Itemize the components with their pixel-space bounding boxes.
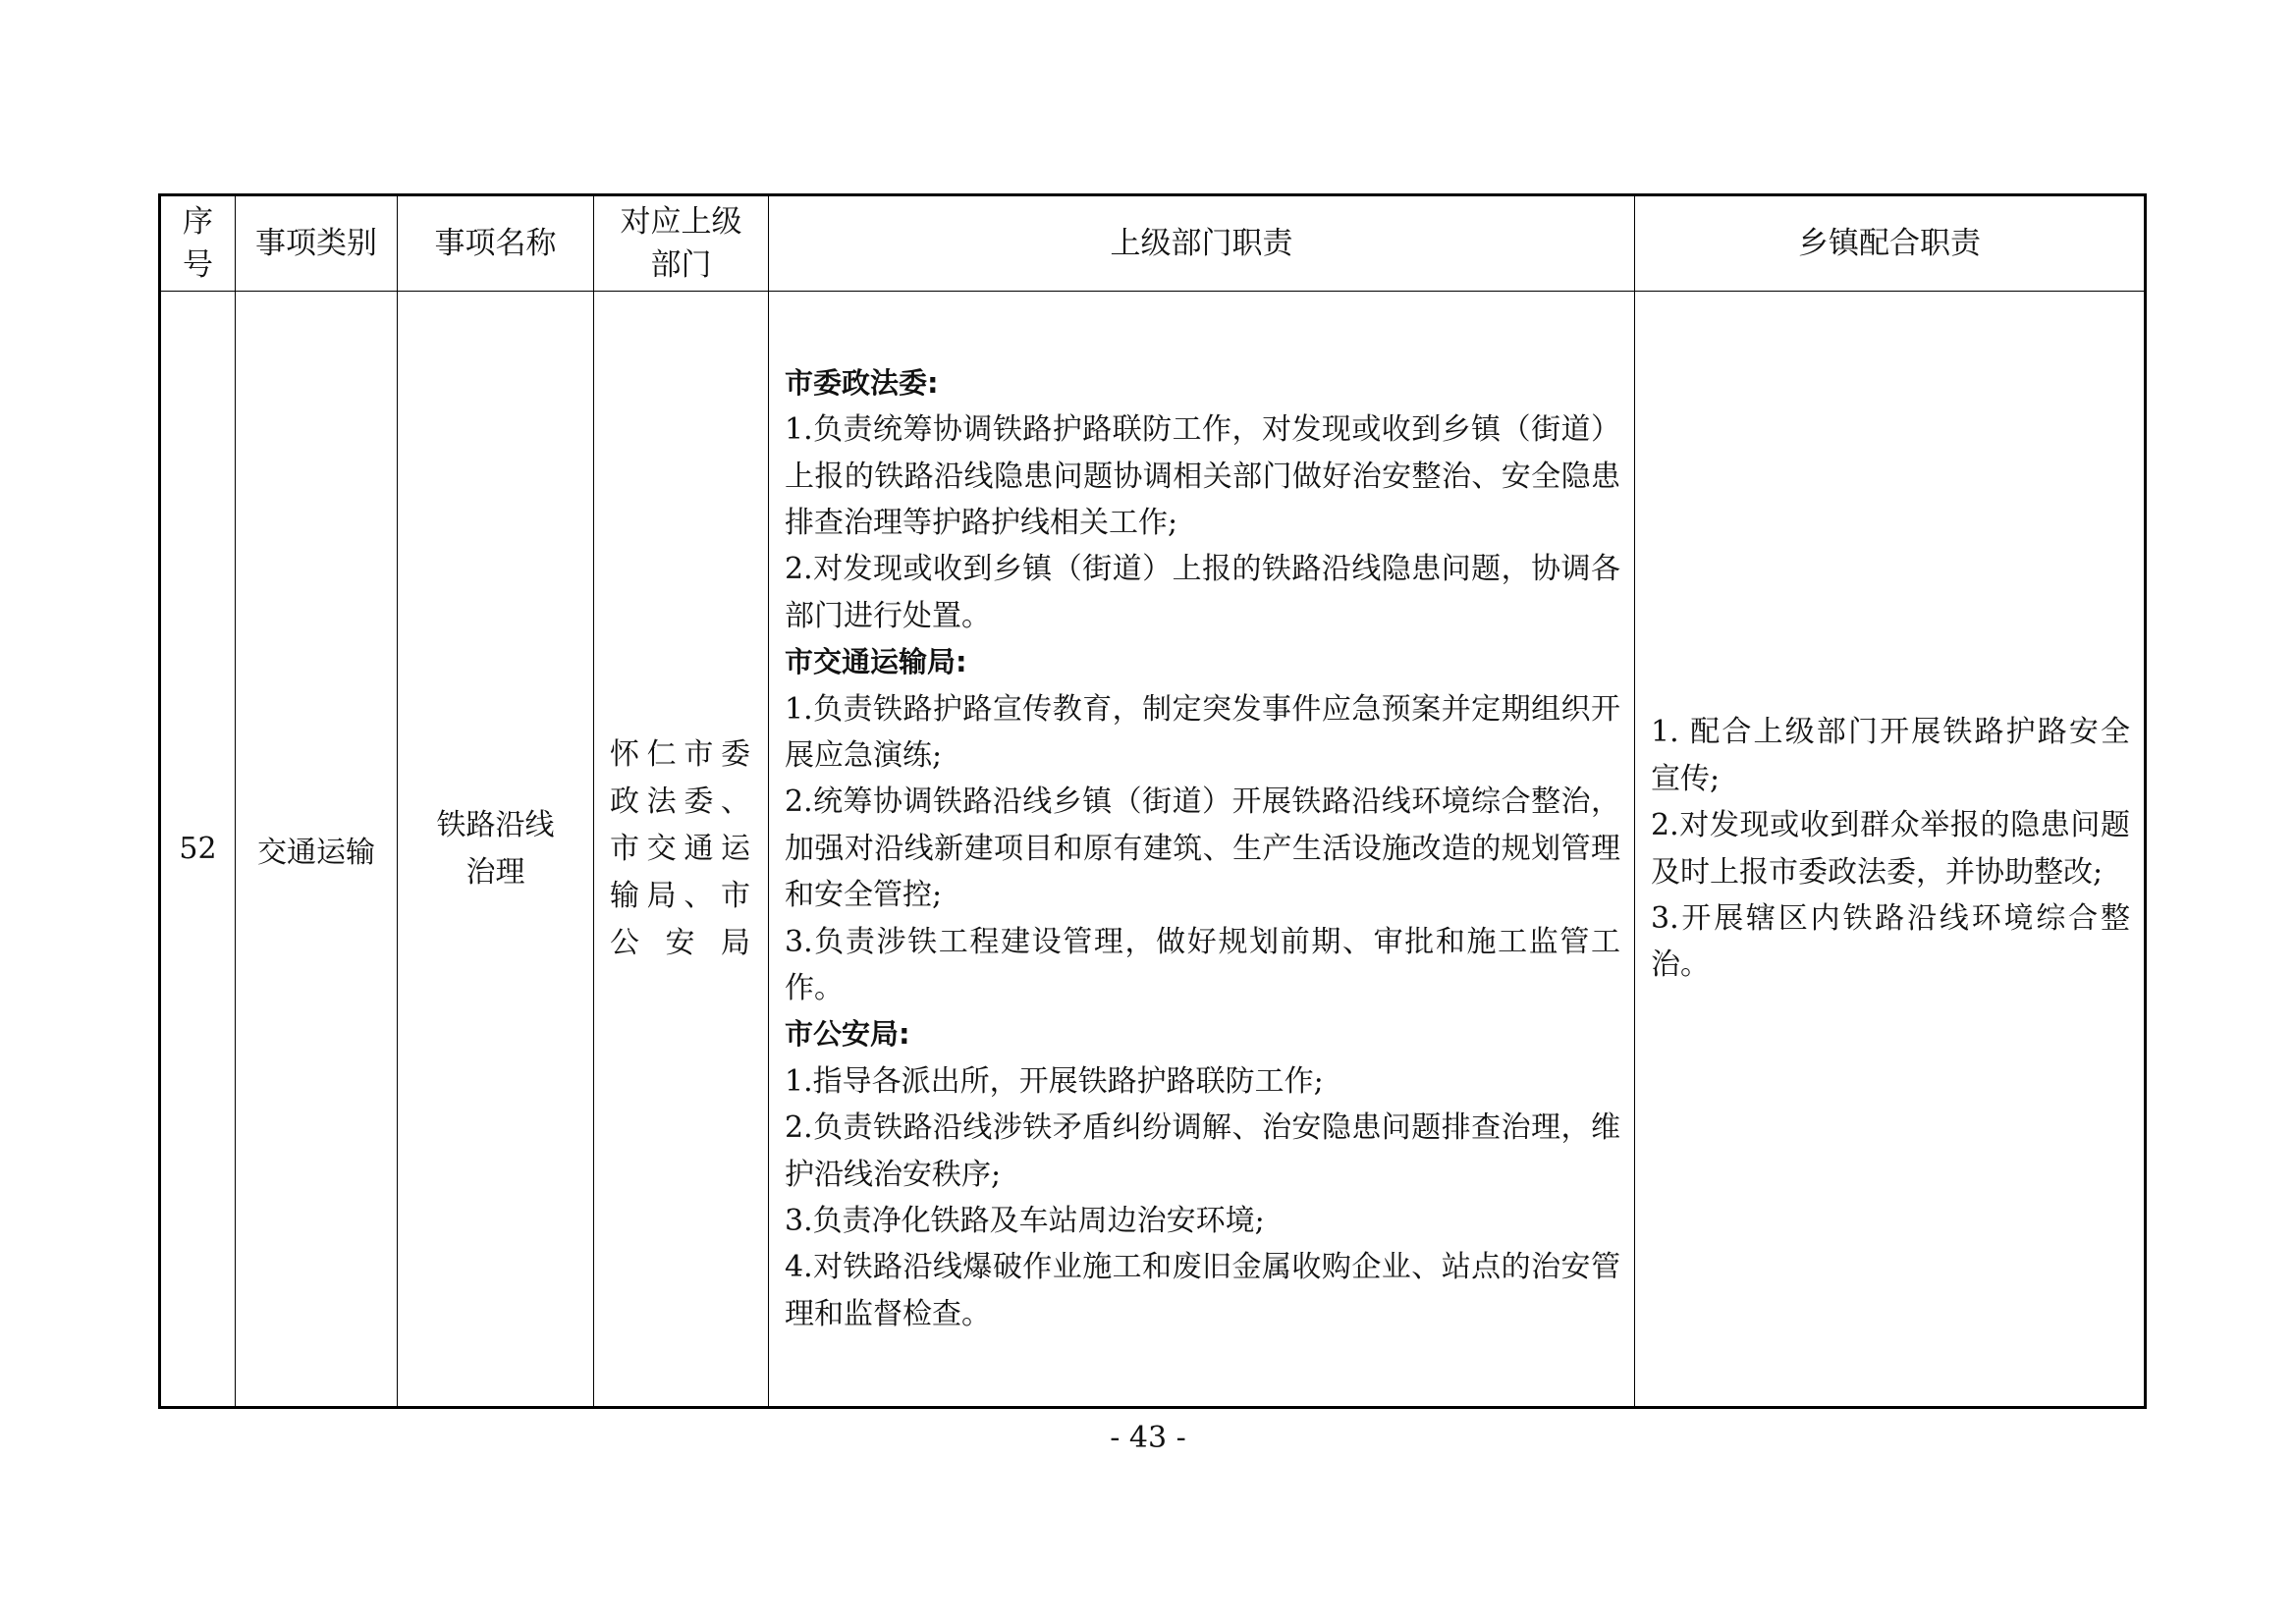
duty-item: 3.负责净化铁路及车站周边治安环境; [785,1204,1265,1239]
duty-item: 4.对铁路沿线爆破作业施工和废旧金属收购企业、站点的治安管理和监督检查。 [785,1250,1620,1331]
duty-item: 1.负责统筹协调铁路护路联防工作，对发现或收到乡镇（街道）上报的铁路沿线隐患问题协调相关部门做好治安整治、安全隐患排查治理等护路护线相关工作; [785,412,1620,540]
cell-dept: 怀仁市委政法委、市交通运输局、市公安局 [594,292,769,1408]
table-row [160,292,2146,1408]
duty-block-title: 市交通运输局: [785,645,967,679]
header-duties: 上级部门职责 [769,195,1635,292]
duty-block-transport [785,639,1620,1011]
duty-item: 1.指导各派出所，开展铁路护路联防工作; [785,1063,1324,1099]
header-category: 事项类别 [236,195,398,292]
duty-item: 2.统筹协调铁路沿线乡镇（街道）开展铁路沿线环境综合整治，加强对沿线新建项目和原有建筑、生产生活设施改造的规划管理和安全管控; [785,784,1620,913]
cell-category: 交通运输 [236,292,398,1408]
duty-item: 2.对发现或收到乡镇（街道）上报的铁路沿线隐患问题，协调各部门进行处置。 [785,552,1620,633]
duty-item: 1.负责铁路护路宣传教育，制定突发事件应急预案并定期组织开展应急演练; [785,691,1620,773]
responsibility-table [158,193,2147,1409]
cell-coop [1635,292,2146,1408]
coop-item: 3.开展辖区内铁路沿线环境综合整治。 [1651,900,2130,983]
cell-name: 铁路沿线治理 [398,292,594,1408]
cell-duties [769,292,1635,1408]
table-header-row [160,195,2146,292]
duty-item: 3.负责涉铁工程建设管理，做好规划前期、审批和施工监管工作。 [785,924,1620,1006]
duty-block-political [785,360,1620,639]
header-name: 事项名称 [398,195,594,292]
header-seq: 序号 [160,195,236,292]
coop-item: 2.对发现或收到群众举报的隐患问题及时上报市委政法委，并协助整改; [1651,808,2130,890]
coop-item: 1. 配合上级部门开展铁路护路安全宣传; [1651,715,2130,796]
page-number: - 43 - [1110,1421,1186,1455]
header-dept: 对应上级部门 [594,195,769,292]
duty-block-police [785,1011,1620,1337]
duty-item: 2.负责铁路沿线涉铁矛盾纠纷调解、治安隐患问题排查治理，维护沿线治安秩序; [785,1110,1620,1192]
cell-seq: 52 [160,292,236,1408]
header-coop: 乡镇配合职责 [1635,195,2146,292]
duty-block-title: 市公安局: [785,1017,910,1052]
duty-block-title: 市委政法委: [785,365,939,400]
